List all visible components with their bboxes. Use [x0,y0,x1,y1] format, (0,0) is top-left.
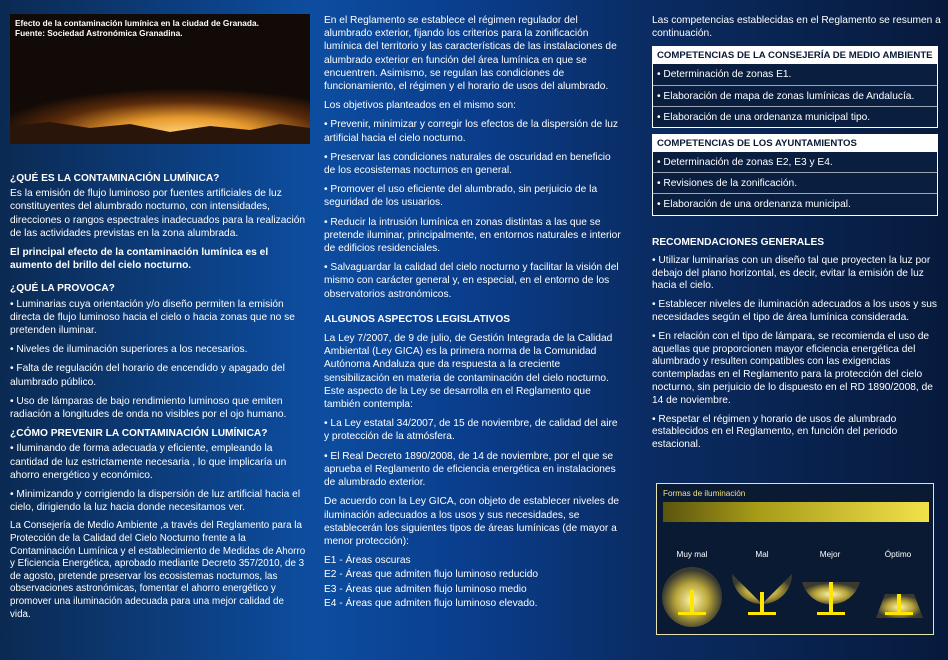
zone-item: E1 - Áreas oscuras [324,555,411,567]
heading-what-is: ¿QUÉ ES LA CONTAMINACIÓN LUMÍNICA? [10,173,220,184]
box-item: • Revisiones de la zonificación. [653,172,937,193]
ley-gica-paragraph: La Ley 7/2007, de 9 de julio, de Gestión Integrada de la Calidad Ambiental (Ley GICA) es la primera norma de la Comunidad Autónoma Andaluza que da respuesta a la creciente sensibilización en materia de contaminación del cielo nocturno. Este aspecto de la Ley se desarrolla en el Reglamento que también contempla: [324,333,613,411]
label-optimal: Óptimo [884,550,912,559]
competences-councils-box [652,134,938,216]
recommendation-item: • Establecer niveles de iluminación adecuados a los usos y sus necesidades según el tipo de área lumínica considerada. [652,299,938,324]
luminaire-bad-icon [732,572,792,615]
cause-item: • Luminarias cuya orientación y/o diseño permiten la emisión directa de flujo luminoso hacia el cielo o hacia zonas que no se pretenden iluminar. [10,298,295,337]
main-effect-paragraph: El principal efecto de la contaminación lumínica es el aumento del brillo del cielo nocturno. [10,247,269,272]
column-left [0,0,314,660]
objective-item: • Prevenir, minimizar y corregir los efectos de la dispersión de luz artificial hacia el cielo nocturno. [324,119,619,144]
objectives-intro: Los objetivos planteados en el mismo son: [324,100,516,112]
label-very-bad: Muy mal [676,550,708,559]
zone-item: E3 - Áreas que admiten flujo luminoso medio [324,583,527,595]
law-item: • La Ley estatal 34/2007, de 15 de noviembre, de calidad del aire y protección de la atmósfera. [324,418,618,443]
diagram-title: Formas de iluminación [663,489,746,498]
recommendation-item: • Utilizar luminarias con un diseño tal que proyecten la luz por debajo del plano horizontal, es decir, evitar la emisión de luz hacia el cielo. [652,254,931,292]
zone-item: E2 - Áreas que admiten flujo luminoso reducido [324,569,539,581]
recommendation-item: • En relación con el tipo de lámpara, se recomienda el uso de aquellas que proporcionen mayor eficiencia energética del alumbrado y resulten compatibles con las exigencias contempladas en el Reglamento para la protección del cielo nocturno, sin perjuicio de lo dispuesto en el RD 1890/2008, de 14 de noviembre. [652,330,933,406]
competences-intro: Las competencias establecidas en el Reglamento se resumen a continuación. [652,15,941,40]
prevent-item: • Minimizando y corrigiendo la dispersión de luz artificial hacia el cielo, dirigiendo la luz hacia donde necesitamos ver. [10,489,301,514]
column-middle [324,0,624,660]
box-item: • Elaboración de mapa de zonas lumínicas de Andalucía. [653,85,937,106]
zone-item: E4 - Áreas que admiten flujo luminoso elevado. [324,597,538,609]
label-bad: Mal [755,550,769,559]
definition-paragraph: Es la emisión de flujo luminoso por fuentes artificiales de luz constituyentes del alumbrado nocturno, con intensidades, direcciones o rangos espectrales inadecuados para la realización de las actividades previstas en la zona alumbrada. [10,188,306,239]
box-title: COMPETENCIAS DE LA CONSEJERÍA DE MEDIO AMBIENTE [653,47,937,64]
luminaire-very-bad-icon [662,567,722,627]
lighting-forms-diagram [656,483,934,635]
cause-item: • Uso de lámparas de bajo rendimiento luminoso que emiten radiación a longitudes de onda no visibles por el ojo humano. [10,395,287,421]
box-item: • Elaboración de una ordenanza municipal. [653,193,937,214]
luminaire-better-icon [802,582,860,615]
regulation-intro: En el Reglamento se establece el régimen regulador del alumbrado exterior, fijando los criterios para la zonificación lumínica del territorio y las características de las instalaciones de alumbrado exterior en función del área lumínica en que se encuentren. Asimismo, se regulan las condiciones de funcionamiento, el régimen y el horario de usos del alumbrado. [324,15,617,93]
heading-recommendations: RECOMENDACIONES GENERALES [652,236,825,248]
law-item: • El Real Decreto 1890/2008, de 14 de noviembre, por el que se aprueba el Reglamento de eficiencia energética en instalaciones de alumbrado exterior. [324,450,616,489]
heading-causes: ¿QUÉ LA PROVOCA? [10,283,115,295]
luminaire-shapes [657,562,935,632]
objective-item: • Promover el uso eficiente del alumbrado, sin perjuicio de la seguridad de los usuarios. [324,184,598,209]
cause-item: • Niveles de iluminación superiores a los necesarios. [10,344,248,356]
heading-prevent: ¿CÓMO PREVENIR LA CONTAMINACIÓN LUMÍNICA? [10,428,268,440]
box-item: • Elaboración de una ordenanza municipal tipo. [653,106,937,127]
heading-legislation: ALGUNOS ASPECTOS LEGISLATIVOS [324,313,511,325]
objective-item: • Preservar las condiciones naturales de oscuridad en beneficio de los ecosistemas nocturnos en general. [324,151,611,177]
label-better: Mejor [819,550,841,559]
box-item: • Determinación de zonas E2, E3 y E4. [657,157,833,169]
prevent-item: • Iluminando de forma adecuada y eficiente, empleando la cantidad de luz estrictamente necesaria , lo que implicaría un ahorro energético y económico. [10,443,287,481]
competences-environment-box [652,46,938,128]
box-item: • Determinación de zonas E1. [657,69,792,81]
quality-gradient-bar [663,502,929,522]
objective-item: • Salvaguardar la calidad del cielo nocturno y facilitar la visión del mismo con carácter general y, en especial, en el entorno de los observatorios astronómicos. [324,262,619,300]
regulation-paragraph: La Consejería de Medio Ambiente ,a través del Reglamento para la Protección de la Calidad del Cielo Nocturno frente a la Contaminación Lumínica y el establecimiento de Medidas de Ahorro y Eficiencia Energética, aprobado mediante Decreto 357/2010, de 3 de agosto, pretende preservar los ecosistemas nocturnos, las observaciones astronómicas, fomentar el ahorro energético y promover una iluminación adecuada para una mejor calidad de vida. [10,520,306,620]
recommendation-item: • Respetar el régimen y horario de usos de alumbrado establecidos en el Reglamento, en función del periodo estacional. [652,413,898,451]
luminaire-optimal-icon [876,594,923,618]
box-title: COMPETENCIAS DE LOS AYUNTAMIENTOS [653,135,937,152]
zones-intro: De acuerdo con la Ley GICA, con objeto de establecer niveles de iluminación adecuados a los usos y sus necesidades, se establecerán los siguientes tipos de áreas lumínicas (de mayor a menor protección): [324,496,620,547]
caption-source: Fuente: Sociedad Astronómica Granadina. [15,28,183,38]
cause-item: • Falta de regulación del horario de encendido y apagado del alumbrado público. [10,363,285,388]
objective-item: • Reducir la intrusión lumínica en zonas distintas a las que se pretende iluminar, principalmente, en entornos naturales e interior de edificios residenciales. [324,216,621,255]
caption-line: Efecto de la contaminación lumínica en la ciudad de Granada. [15,18,259,28]
